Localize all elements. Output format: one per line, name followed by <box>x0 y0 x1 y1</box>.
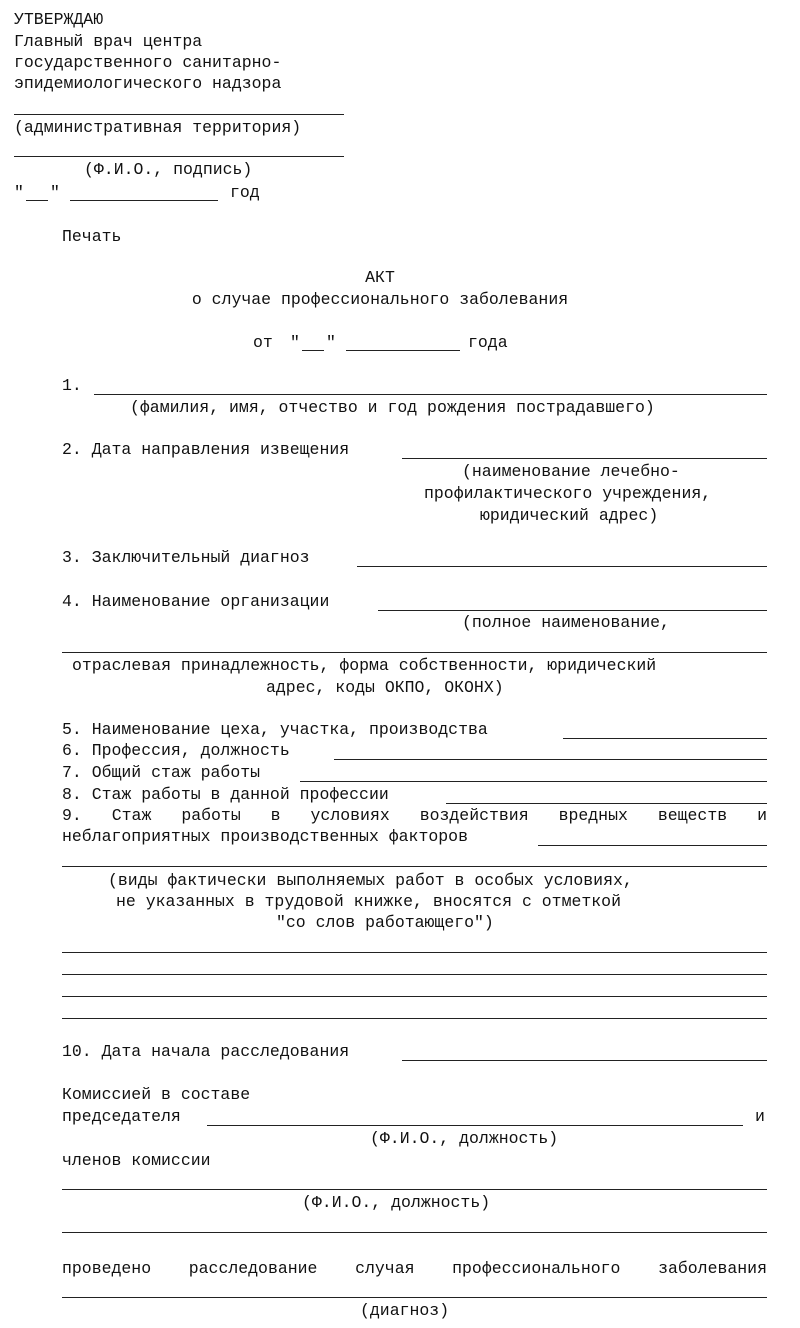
commission-intro: Комиссией в составе <box>62 1085 251 1104</box>
work-types-line-1[interactable] <box>62 952 767 953</box>
item9-caption-line2: не указанных в трудовой книжке, вносятся с отметкой <box>116 892 621 911</box>
profession-field[interactable] <box>334 759 767 760</box>
approval-day-field[interactable] <box>26 200 48 201</box>
members-field[interactable] <box>62 1189 767 1190</box>
diagnosis-caption: (диагноз) <box>360 1301 450 1320</box>
victim-name-field[interactable] <box>94 394 767 395</box>
item2-label: 2. Дата направления извещения <box>62 440 350 459</box>
conducted-line: проведено расследование случая профессионального заболевания <box>62 1259 767 1278</box>
item8-label: 8. Стаж работы в данной профессии <box>62 785 389 804</box>
item1-number: 1. <box>62 376 82 395</box>
item7-label: 7. Общий стаж работы <box>62 763 261 782</box>
item9-caption-line1: (виды фактически выполняемых работ в особых условиях, <box>108 871 633 890</box>
harmful-experience-field[interactable] <box>538 845 767 846</box>
approval-date-quote-open: " <box>14 183 24 202</box>
item9-line2: неблагоприятных производственных факторов <box>62 827 468 846</box>
final-diagnosis-field[interactable] <box>357 566 767 567</box>
item1-caption: (фамилия, имя, отчество и год рождения пострадавшего) <box>130 398 655 417</box>
investigation-start-field[interactable] <box>402 1060 767 1061</box>
diagnosis-field[interactable] <box>62 1297 767 1298</box>
item5-label: 5. Наименование цеха, участка, производства <box>62 720 488 739</box>
act-date-quote-close: " <box>326 333 336 352</box>
chairman-field[interactable] <box>207 1125 743 1126</box>
act-subtitle: о случае профессионального заболевания <box>191 290 569 309</box>
item4-label: 4. Наименование организации <box>62 592 330 611</box>
and-word: и <box>755 1107 765 1126</box>
territory-caption: (административная территория) <box>14 118 302 137</box>
profession-experience-field[interactable] <box>446 803 767 804</box>
item6-label: 6. Профессия, должность <box>62 741 290 760</box>
notice-date-field[interactable] <box>402 458 767 459</box>
item10-label: 10. Дата начала расследования <box>62 1042 350 1061</box>
act-year-word: года <box>468 333 508 352</box>
act-date-quote-open: " <box>290 333 300 352</box>
item2-caption-line2: профилактического учреждения, <box>424 484 712 503</box>
work-types-line-2[interactable] <box>62 974 767 975</box>
work-types-field[interactable] <box>62 866 767 867</box>
approval-date-quote-close: " <box>50 183 60 202</box>
workshop-field[interactable] <box>563 738 767 739</box>
chief-signature-field[interactable] <box>14 156 344 157</box>
item4-caption-line1: (полное наименование, <box>462 613 670 632</box>
act-title: АКТ <box>365 268 395 287</box>
signature-caption: (Ф.И.О., подпись) <box>84 160 253 179</box>
item3-label: 3. Заключительный диагноз <box>62 548 310 567</box>
stamp-label: Печать <box>62 227 122 246</box>
approval-position-line1: Главный врач центра <box>14 32 203 51</box>
members-caption: (Ф.И.О., должность) <box>302 1193 491 1212</box>
organization-details-field[interactable] <box>62 652 767 653</box>
item2-caption-line3: юридический адрес) <box>480 506 659 525</box>
approval-title: УТВЕРЖДАЮ <box>14 10 104 29</box>
item4-caption-line2: отраслевая принадлежность, форма собственности, юридический <box>72 656 657 675</box>
approval-month-field[interactable] <box>70 200 218 201</box>
item9-line1: 9. Стаж работы в условиях воздействия вредных веществ и <box>62 806 767 825</box>
approval-position-line2: государственного санитарно- <box>14 53 282 72</box>
total-experience-field[interactable] <box>300 781 767 782</box>
organization-name-field[interactable] <box>378 610 767 611</box>
item2-caption-line1: (наименование лечебно- <box>462 462 680 481</box>
act-day-field[interactable] <box>302 350 324 351</box>
chairman-caption: (Ф.И.О., должность) <box>370 1129 559 1148</box>
act-date-prefix: от <box>253 333 273 352</box>
work-types-line-3[interactable] <box>62 996 767 997</box>
chairman-label: председателя <box>62 1107 181 1126</box>
members-field-2[interactable] <box>62 1232 767 1233</box>
item9-caption-line3: "со слов работающего") <box>276 913 494 932</box>
territory-field[interactable] <box>14 114 344 115</box>
work-types-line-4[interactable] <box>62 1018 767 1019</box>
members-label: членов комиссии <box>62 1151 211 1170</box>
act-month-field[interactable] <box>346 350 460 351</box>
item4-caption-line3: адрес, коды ОКПО, ОКОНХ) <box>266 678 504 697</box>
approval-year-word: год <box>230 183 260 202</box>
approval-position-line3: эпидемиологического надзора <box>14 74 282 93</box>
